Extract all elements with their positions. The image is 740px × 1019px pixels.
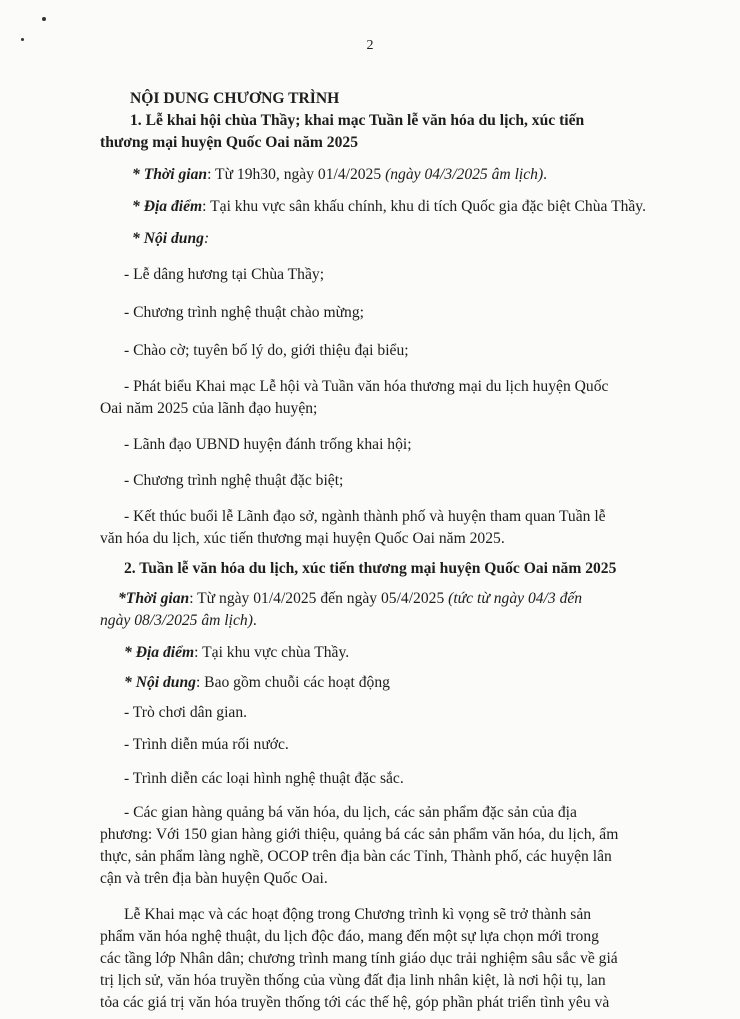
list-item: - Trình diễn các loại hình nghệ thuật đặc sắc. xyxy=(124,770,404,787)
list-item: - Lãnh đạo UBND huyện đánh trống khai hội; xyxy=(124,436,412,453)
place-text: : Tại khu vực chùa Thầy. xyxy=(194,644,350,661)
section1-time: * Thời gian: Từ 19h30, ngày 01/4/2025 (ngày 04/3/2025 âm lịch). xyxy=(132,166,548,183)
closing-paragraph-line: các tầng lớp Nhân dân; chương trình mang tính giáo dục trải nghiệm sâu sắc về giá xyxy=(100,950,618,967)
section1-content-label: * Nội dung: xyxy=(132,230,210,247)
content-label: * Nội dung xyxy=(124,674,196,691)
section1-place xyxy=(100,196,678,218)
scan-speck xyxy=(42,17,46,21)
document-body xyxy=(100,88,678,1014)
list-item: - Chương trình nghệ thuật đặc biệt; xyxy=(124,472,344,489)
place-text: : Tại khu vực sân khấu chính, khu di tích Quốc gia đặc biệt Chùa Thầy. xyxy=(202,198,646,215)
section2-time-continuation: ngày 08/3/2025 âm lịch). xyxy=(100,612,257,629)
closing-paragraph-line: phẩm văn hóa nghệ thuật, du lịch độc đáo, mang đến một sự lựa chọn mới trong xyxy=(100,928,599,945)
list-item: - Các gian hàng quảng bá văn hóa, du lịch, các sản phẩm đặc sản của địa xyxy=(124,804,577,821)
time-text: : Từ ngày 01/4/2025 đến ngày 05/4/2025 xyxy=(189,590,449,607)
time-label: * Thời gian xyxy=(132,166,208,183)
section2-content xyxy=(100,672,678,694)
list-item: - Trình diễn múa rối nước. xyxy=(124,736,289,753)
closing-paragraph-line: tỏa các giá trị văn hóa truyền thống tới các thế hệ, góp phần phát triển tình yêu và xyxy=(100,994,610,1011)
section2-title: 2. Tuần lễ văn hóa du lịch, xúc tiến thương mại huyện Quốc Oai năm 2025 xyxy=(124,560,617,577)
list-item: - Chào cờ; tuyên bố lý do, giới thiệu đại biểu; xyxy=(124,342,409,359)
time-lunar: (tức từ ngày 04/3 đến xyxy=(448,590,583,607)
list-item: - Chương trình nghệ thuật chào mừng; xyxy=(124,304,364,321)
place-label: * Địa điểm xyxy=(132,198,203,215)
list-item: - Phát biểu Khai mạc Lễ hội và Tuần văn hóa thương mại du lịch huyện Quốc xyxy=(124,378,609,395)
content-text: : Bao gồm chuỗi các hoạt động xyxy=(195,674,390,691)
section2-time xyxy=(100,588,678,610)
list-item: - Lễ dâng hương tại Chùa Thầy; xyxy=(124,266,325,283)
program-heading: NỘI DUNG CHƯƠNG TRÌNH xyxy=(130,90,340,107)
section1-title-line1: 1. Lễ khai hội chùa Thầy; khai mạc Tuần lễ văn hóa du lịch, xúc tiến xyxy=(130,112,585,129)
section2-place xyxy=(100,642,678,664)
list-item-continuation: cận và trên địa bàn huyện Quốc Oai. xyxy=(100,870,328,887)
closing-paragraph-line: trị lịch sử, văn hóa truyền thống của vùng đất địa linh nhân kiệt, là nơi hội tụ, lan xyxy=(100,972,606,989)
time-text: : Từ 19h30, ngày 01/4/2025 xyxy=(207,166,386,183)
list-item-continuation: Oai năm 2025 của lãnh đạo huyện; xyxy=(100,400,318,417)
time-label: *Thời gian xyxy=(118,590,190,607)
list-item-continuation: văn hóa du lịch, xúc tiến thương mại huyện Quốc Oai năm 2025. xyxy=(100,530,505,547)
place-label: * Địa điểm xyxy=(124,644,195,661)
page-number: 2 xyxy=(366,38,374,53)
list-item-continuation: thực, sản phẩm làng nghề, OCOP trên địa bàn các Tỉnh, Thành phố, các huyện lân xyxy=(100,848,612,865)
list-item: - Trò chơi dân gian. xyxy=(124,704,248,721)
time-lunar: (ngày 04/3/2025 âm lịch) xyxy=(385,166,544,183)
list-item-continuation: phương: Với 150 gian hàng giới thiệu, quảng bá các sản phẩm văn hóa, du lịch, ẩm xyxy=(100,826,619,843)
closing-paragraph-line: Lễ Khai mạc và các hoạt động trong Chương trình kì vọng sẽ trở thành sản xyxy=(124,906,592,923)
section1-title-line2: thương mại huyện Quốc Oai năm 2025 xyxy=(100,134,358,151)
list-item: - Kết thúc buổi lễ Lãnh đạo sở, ngành thành phố và huyện tham quan Tuần lễ xyxy=(124,508,606,525)
